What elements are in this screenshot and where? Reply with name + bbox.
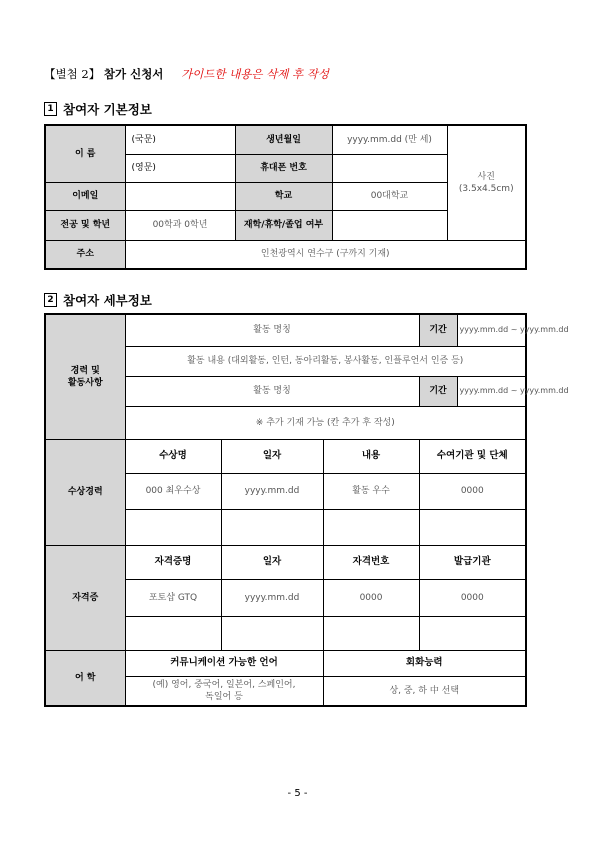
awards-cell[interactable]: 0000 <box>419 473 526 509</box>
awards-header-issuer: 수여기관 및 단체 <box>419 439 526 473</box>
activity-label <box>45 314 125 439</box>
phone-field[interactable] <box>332 154 447 182</box>
awards-cell[interactable]: 활동 우수 <box>323 473 419 509</box>
awards-cell[interactable]: 000 최우수상 <box>125 473 221 509</box>
language-example-line1: (예) 영어, 중국어, 일본어, 스페인어, <box>152 679 296 690</box>
activity-label-line1: 경력 및 <box>70 365 100 376</box>
cert-cell[interactable]: 0000 <box>419 579 526 616</box>
detail-info-table <box>44 313 569 707</box>
language-label: 어 학 <box>45 650 125 706</box>
school-label: 학교 <box>235 182 332 210</box>
cert-cell[interactable] <box>221 616 323 650</box>
section2-title: 참여자 세부정보 <box>63 293 152 308</box>
major-label: 전공 및 학년 <box>45 210 125 240</box>
school-field[interactable]: 00대학교 <box>332 182 447 210</box>
cert-cell[interactable] <box>125 616 221 650</box>
activity-note: ※ 추가 기재 가능 (칸 추가 후 작성) <box>125 406 526 439</box>
birth-field[interactable]: yyyy.mm.dd (만 세) <box>332 125 447 154</box>
cert-cell[interactable]: yyyy.mm.dd <box>221 579 323 616</box>
conversation-field[interactable]: 상, 중, 하 中 선택 <box>323 676 526 706</box>
language-header: 커뮤니케이션 가능한 언어 <box>125 650 323 676</box>
status-field[interactable] <box>332 210 447 240</box>
section2-heading <box>44 291 152 309</box>
awards-cell[interactable] <box>125 509 221 545</box>
cert-header-date: 일자 <box>221 545 323 579</box>
guide-note: 가이드한 내용은 삭제 후 작성 <box>181 67 330 81</box>
appendix-label: 【별첨 2】 <box>44 67 101 81</box>
email-field[interactable] <box>125 182 235 210</box>
period-field-2[interactable]: yyyy.mm.dd ~ yyyy.mm.dd <box>457 376 526 406</box>
awards-header-date: 일자 <box>221 439 323 473</box>
certificates-label: 자격증 <box>45 545 125 650</box>
name-label: 이 름 <box>45 125 125 182</box>
photo-label: 사진 <box>477 171 495 182</box>
basic-info-table <box>44 124 527 270</box>
page-number: - 5 - <box>287 788 308 799</box>
activity-name-field-1[interactable]: 활동 명칭 <box>125 314 419 346</box>
korean-name-field[interactable]: (국문) <box>125 125 235 154</box>
language-example-line2: 독일어 등 <box>205 691 243 702</box>
email-label: 이메일 <box>45 182 125 210</box>
english-name-field[interactable]: (영문) <box>125 154 235 182</box>
cert-cell[interactable] <box>323 616 419 650</box>
photo-box[interactable] <box>447 125 526 240</box>
activity-label-line2: 활동사항 <box>67 377 103 388</box>
cert-cell[interactable]: 0000 <box>323 579 419 616</box>
awards-cell[interactable] <box>323 509 419 545</box>
cert-header-issuer: 발급기관 <box>419 545 526 579</box>
photo-size: (3.5x4.5cm) <box>458 183 514 194</box>
section2-number: 2 <box>44 293 57 307</box>
awards-label: 수상경력 <box>45 439 125 545</box>
activity-name-field-2[interactable]: 활동 명칭 <box>125 376 419 406</box>
cert-header-name: 자격증명 <box>125 545 221 579</box>
cert-cell[interactable]: 포토샵 GTQ <box>125 579 221 616</box>
address-label: 주소 <box>45 240 125 269</box>
address-field[interactable]: 인천광역시 연수구 (구까지 기재) <box>125 240 526 269</box>
cert-header-number: 자격번호 <box>323 545 419 579</box>
section1-number: 1 <box>44 102 57 116</box>
awards-cell[interactable] <box>419 509 526 545</box>
period-field-1[interactable]: yyyy.mm.dd ~ yyyy.mm.dd <box>457 314 526 346</box>
document-header <box>44 66 329 82</box>
birth-label: 생년월일 <box>235 125 332 154</box>
awards-header-name: 수상명 <box>125 439 221 473</box>
awards-cell[interactable]: yyyy.mm.dd <box>221 473 323 509</box>
awards-header-content: 내용 <box>323 439 419 473</box>
cert-cell[interactable] <box>419 616 526 650</box>
language-field[interactable] <box>125 676 323 706</box>
awards-cell[interactable] <box>221 509 323 545</box>
phone-label: 휴대폰 번호 <box>235 154 332 182</box>
status-label: 재학/휴학/졸업 여부 <box>235 210 332 240</box>
major-field[interactable]: 00학과 0학년 <box>125 210 235 240</box>
form-title: 참가 신청서 <box>103 67 164 81</box>
section1-heading <box>44 100 152 118</box>
conversation-header: 회화능력 <box>323 650 526 676</box>
period-label-1: 기간 <box>419 314 457 346</box>
section1-title: 참여자 기본정보 <box>63 102 152 117</box>
period-label-2: 기간 <box>419 376 457 406</box>
activity-content-field[interactable]: 활동 내용 (대외활동, 인턴, 동아리활동, 봉사활동, 인플루언서 인증 등) <box>125 346 526 376</box>
